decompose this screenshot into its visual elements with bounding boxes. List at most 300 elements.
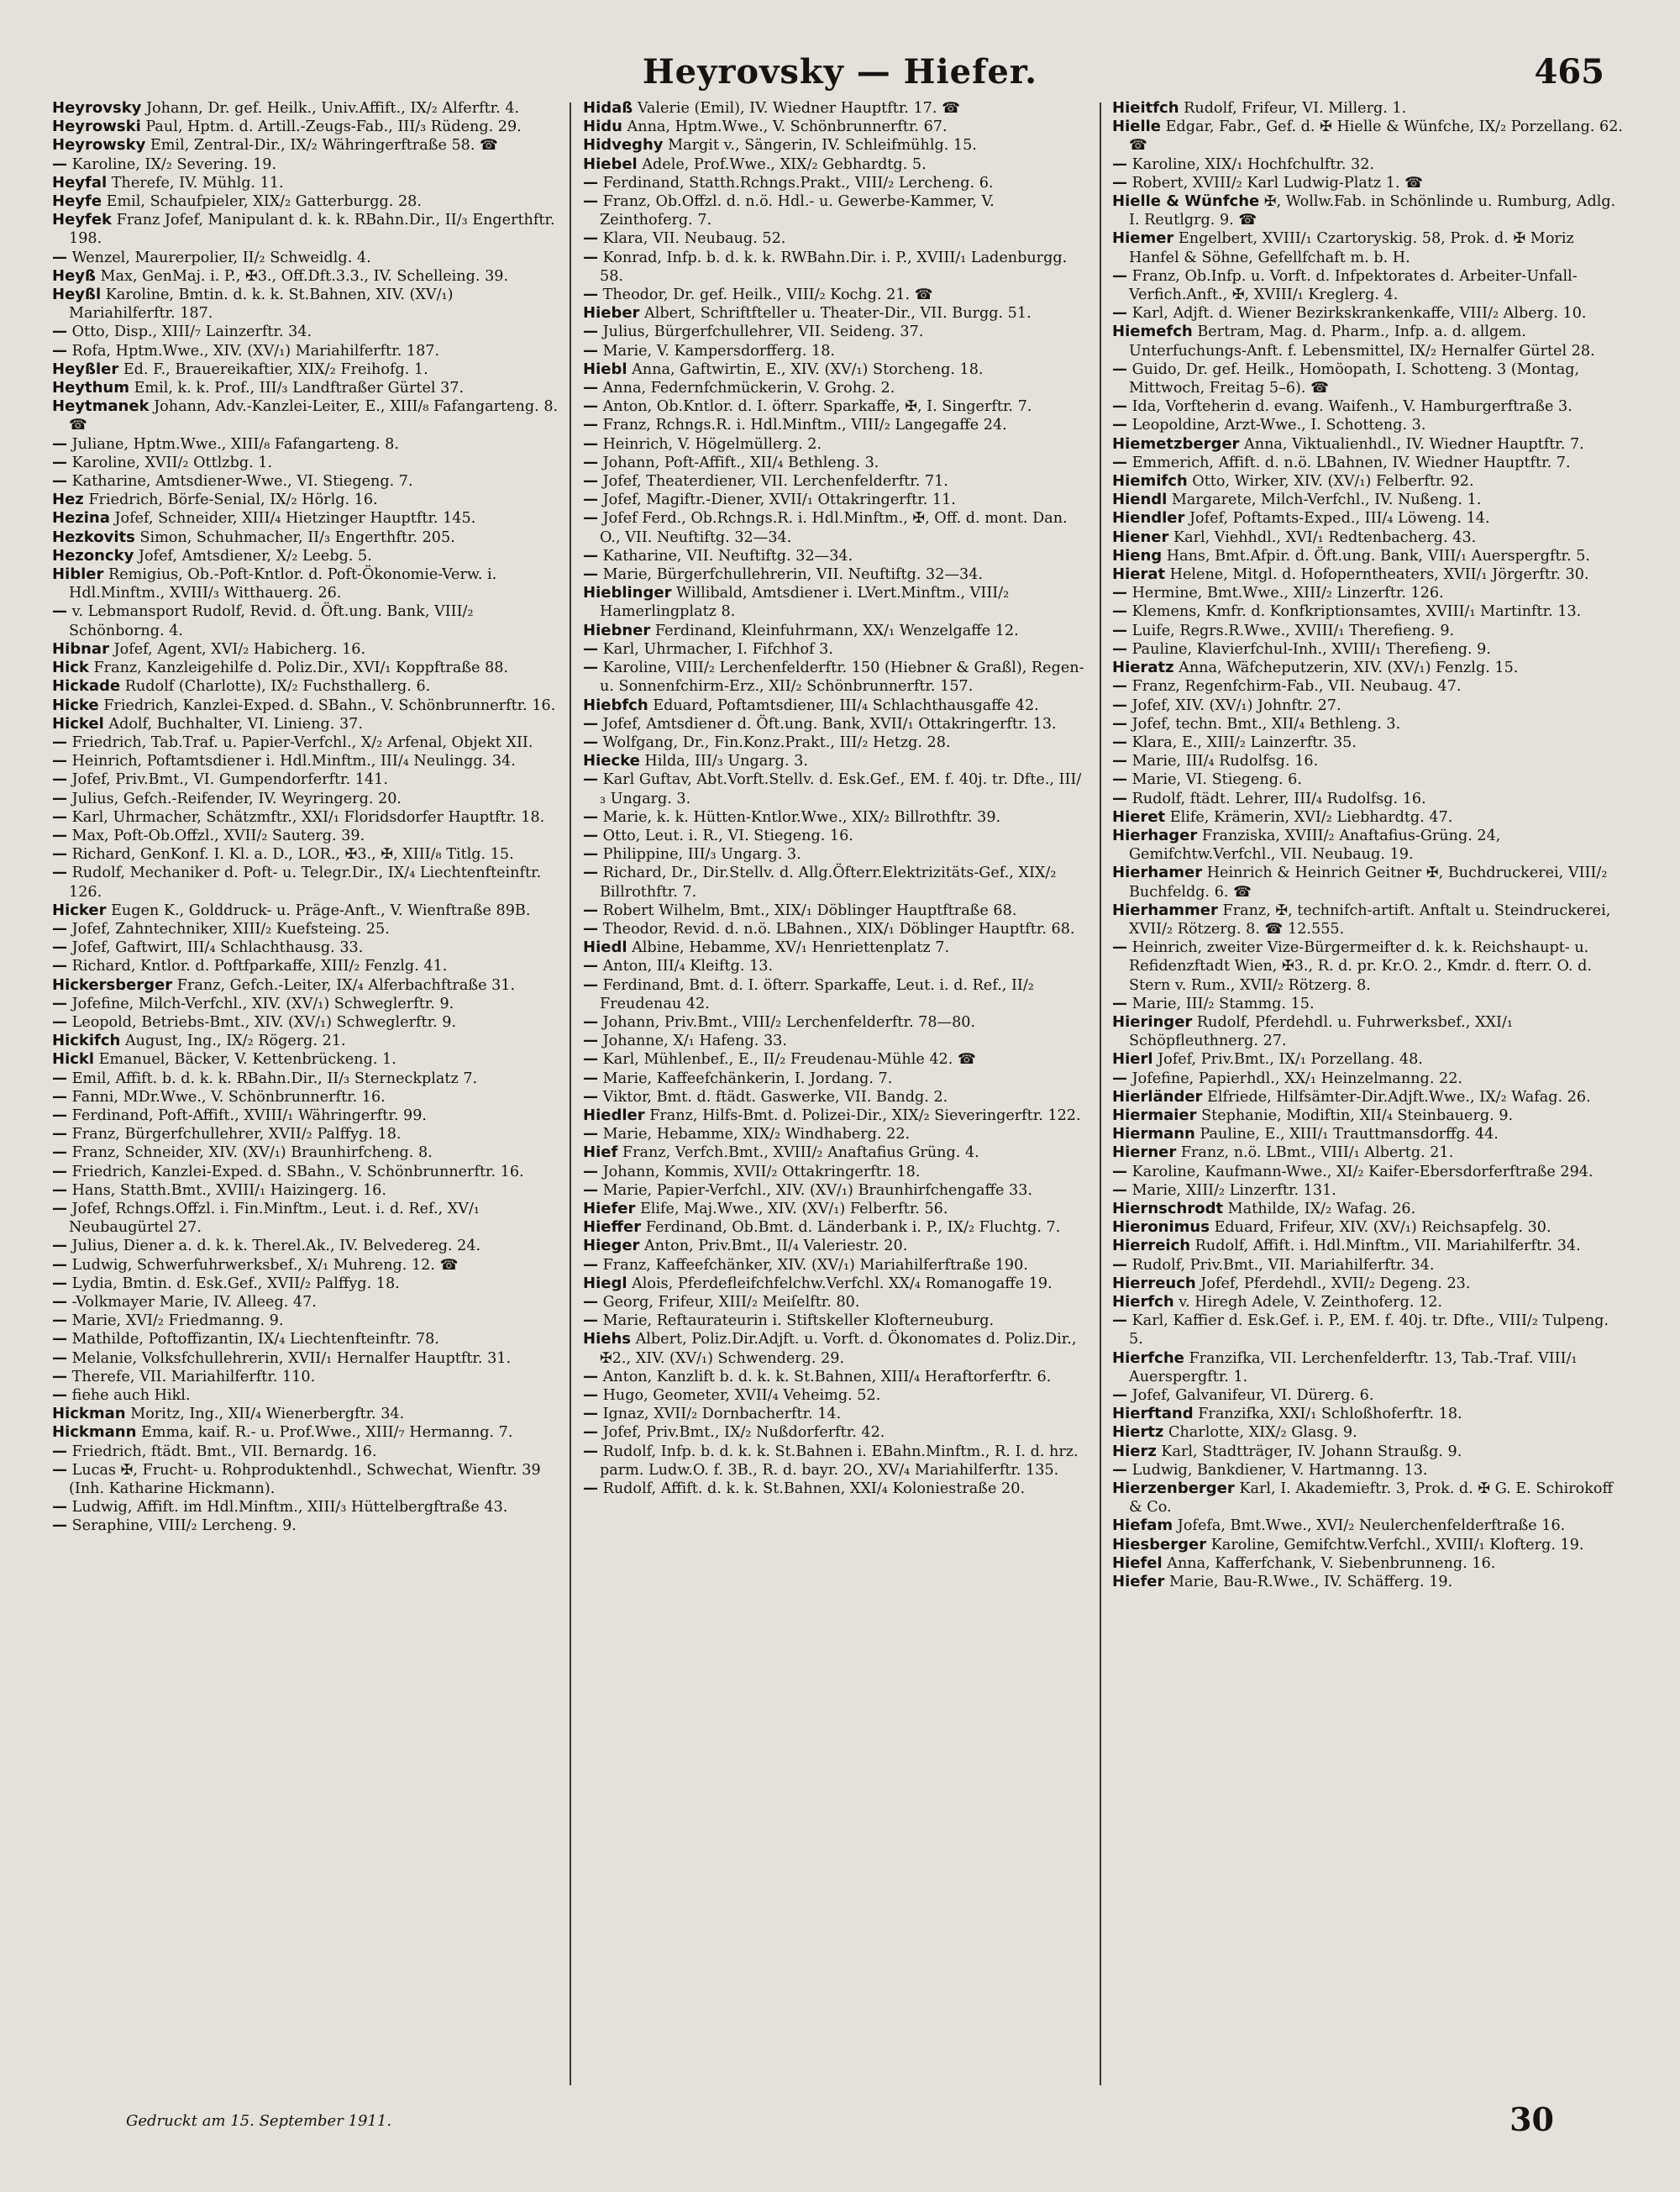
entry-details: Willibald, Amtsdiener i. LVert.Minftm., VIII/₂ Hamerlingplatz 8.: [600, 585, 1010, 621]
entry-details: Seraphine, VIII/₂ Lercheng. 9.: [71, 1517, 297, 1535]
entry-surname: —: [1112, 752, 1127, 770]
entry-details: Hilda, III/₃ Ungarg. 3.: [644, 753, 808, 770]
directory-entry: [52, 1312, 559, 1330]
directory-entry: [583, 1163, 1087, 1181]
directory-entry: [52, 602, 559, 639]
entry-surname: —: [1112, 584, 1127, 602]
entry-details: Edgar, Fabr., Gef. d. ✠ Hielle & Wünfche, IX/₂ Porzellang. 62. ☎: [1129, 118, 1624, 155]
entry-details: Philippine, III/₃ Ungarg. 3.: [602, 846, 801, 864]
directory-entry: [1112, 323, 1626, 360]
directory-entry: [52, 770, 559, 789]
entry-details: Franz, Kaffeefchänker, XIV. (XV/₁) Mariahilferftraße 190.: [602, 1256, 1028, 1274]
entry-surname: Hickersberger: [52, 975, 173, 994]
entry-surname: —: [583, 864, 598, 882]
directory-entry: [52, 1032, 559, 1050]
entry-surname: —: [1112, 1162, 1127, 1180]
entry-details: Klemens, Kmfr. d. Konfkriptionsamtes, XVIII/₁ Martinftr. 13.: [1131, 603, 1582, 621]
directory-entry: [1112, 733, 1626, 752]
directory-entry: [583, 1013, 1087, 1032]
directory-entry: [583, 1386, 1087, 1405]
directory-entry: [52, 1386, 559, 1405]
directory-entry: [583, 1181, 1087, 1200]
entry-details: Jofef, Agent, XVI/₂ Habicherg. 16.: [113, 640, 366, 658]
entry-surname: —: [52, 248, 67, 266]
entry-surname: —: [52, 1348, 67, 1367]
directory-entry: [1112, 1349, 1626, 1386]
directory-entry: [52, 733, 559, 752]
entry-surname: —: [583, 1162, 598, 1180]
directory-entry: [52, 211, 559, 248]
entry-details: Franz Jofef, Manipulant d. k. k. RBahn.Dir., II/₃ Engerthftr. 198.: [69, 212, 555, 248]
directory-entry: [52, 547, 559, 565]
entry-details: v. Hiregh Adele, V. Zeinthoferg. 12.: [1179, 1294, 1443, 1311]
entry-surname: Hielle: [1112, 118, 1161, 136]
entry-surname: Hierreuch: [1112, 1274, 1196, 1292]
directory-entry: [52, 565, 559, 602]
directory-entry: [1112, 659, 1626, 677]
page-footer: [0, 2100, 1680, 2151]
entry-surname: —: [1112, 416, 1127, 434]
directory-entry: [583, 1330, 1087, 1367]
directory-entry: [52, 696, 559, 715]
directory-entry: [583, 938, 1087, 957]
entry-details: Ferdinand, Kleinfuhrmann, XX/₁ Wenzelgaffe 12.: [654, 622, 1019, 639]
directory-entry: [1112, 1256, 1626, 1275]
entry-details: Marie, XVI/₂ Friedmanng. 9.: [71, 1312, 284, 1330]
entry-details: Karoline, Gemifchtw.Verfchl., XVIII/₁ Klofterg. 19.: [1210, 1536, 1584, 1553]
entry-details: Karl, Viehhdl., XVI/₁ Redtenbacherg. 43.: [1173, 528, 1477, 546]
directory-entry: [1112, 397, 1626, 416]
directory-entry: [1112, 622, 1626, 640]
entry-details: Jofef, Galvanifeur, VI. Dürerg. 6.: [1131, 1387, 1374, 1405]
entry-details: Friedrich, ftädt. Bmt., VII. Bernardg. 16.: [71, 1443, 377, 1460]
entry-details: Friedrich, Börfe-Senial, IX/₂ Hörlg. 16.: [88, 491, 378, 509]
entry-surname: —: [52, 752, 67, 770]
directory-entry: [1112, 155, 1626, 174]
directory-entry: [583, 155, 1087, 174]
directory-entry: [583, 770, 1087, 807]
entry-surname: Hief: [583, 1143, 618, 1162]
entry-surname: —: [52, 994, 67, 1012]
entry-details: Ferdinand, Poft-Affift., XVIII/₁ Währingerftr. 99.: [71, 1107, 427, 1124]
entry-details: Anna, Gaftwirtin, E., XIV. (XV/₁) Storcheng. 18.: [632, 360, 984, 378]
entry-surname: Hidu: [583, 118, 622, 136]
entry-details: Jofefine, Milch-Verfchl., XIV. (XV/₁) Schweglerftr. 9.: [71, 995, 454, 1012]
entry-details: Max, GenMaj. i. P., ✠3., Off.Dft.3.3., IV. Schelleing. 39.: [100, 267, 509, 285]
entry-surname: Hibler: [52, 565, 104, 584]
directory-entry: [583, 622, 1087, 640]
entry-details: Max, Poft-Ob.Offzl., XVII/₂ Sauterg. 39.: [71, 827, 365, 844]
entry-surname: —: [52, 1125, 67, 1143]
entry-surname: —: [52, 807, 67, 826]
directory-entry: [52, 1423, 559, 1442]
directory-entry: [52, 192, 559, 211]
entry-surname: Hieronimus: [1112, 1218, 1210, 1237]
directory-entry: [1112, 1013, 1626, 1050]
entry-details: Emil, k. k. Prof., III/₃ Landftraßer Gürtel 37.: [134, 380, 465, 397]
directory-entry: [52, 472, 559, 491]
entry-details: Katharine, VII. Neuftiftg. 32—34.: [602, 547, 853, 565]
entry-details: Albert, Poliz.Dir.Adjft. u. Vorft. d. Ökonomates d. Poliz.Dir., ✠2., XIV. (XV/₁) Schwenderg. 29.: [600, 1331, 1077, 1367]
entry-details: Katharine, Amtsdiener-Wwe., VI. Stiegeng. 7.: [71, 473, 413, 491]
entry-details: Franz, Ob.Infp. u. Vorft. d. Infpektorates d. Arbeiter-Unfall-Verfich.Anft., ✠, XVIII/₁ Kreglerg. 4.: [1129, 267, 1578, 304]
entry-surname: —: [52, 957, 67, 975]
entry-surname: Hickmann: [52, 1423, 137, 1442]
entry-details: ✠, Wollw.Fab. in Schönlinde u. Rumburg, Adlg. I. Reutlgrg. 9. ☎: [1129, 193, 1616, 229]
entry-details: Therefe, IV. Mühlg. 11.: [111, 174, 284, 192]
directory-entry: [52, 286, 559, 323]
directory-entry: [583, 416, 1087, 434]
directory-entry: [1112, 528, 1626, 547]
entry-details: -Volkmayer Marie, IV. Alleeg. 47.: [71, 1294, 317, 1311]
entry-surname: Hierz: [1112, 1442, 1157, 1460]
directory-entry: [583, 827, 1087, 845]
entry-surname: —: [52, 1293, 67, 1311]
entry-details: Otto, Disp., XIII/₇ Lainzerftr. 34.: [71, 323, 312, 341]
entry-details: Rudolf, Infp. b. d. k. k. St.Bahnen i. EBahn.Minftm., R. I. d. hrz. parm. Ludw.O. f. 3B., R. d. bayr. 2O., XV/₄ Mariahilferftr. 135.: [600, 1443, 1079, 1479]
entry-details: Johann, Adv.-Kanzlei-Leiter, E., XIII/₈ Fafangarteng. 8. ☎: [69, 398, 559, 434]
entry-surname: Hezoncky: [52, 546, 134, 565]
directory-entry: [583, 715, 1087, 733]
entry-details: Rudolf, Priv.Bmt., VII. Mariahilferftr. 34.: [1131, 1256, 1435, 1274]
entry-surname: Heyß: [52, 266, 96, 285]
entry-details: Anna, Viktualienhdl., IV. Wiedner Hauptftr. 7.: [1244, 435, 1584, 453]
directory-entry: [1112, 229, 1626, 266]
entry-surname: —: [1112, 304, 1127, 323]
entry-details: Karoline, VIII/₂ Lerchenfelderftr. 150 (Hiebner & Graßl), Regen- u. Sonnenfchirm-Erz., XII/₂ Schönbrunnerftr. 157.: [600, 660, 1084, 696]
directory-entry: [52, 659, 559, 677]
entry-surname: —: [1112, 1312, 1127, 1330]
entry-details: Robert Wilhelm, Bmt., XIX/₁ Döblinger Hauptftraße 68.: [602, 902, 1017, 919]
entry-surname: —: [1112, 1180, 1127, 1199]
entry-details: Johann, Poft-Affift., XII/₄ Bethleng. 3.: [602, 454, 879, 471]
entry-details: August, Ing., IX/₂ Rögerg. 21.: [124, 1033, 346, 1050]
entry-surname: Hickl: [52, 1050, 95, 1069]
entry-surname: —: [583, 957, 598, 975]
entry-surname: —: [583, 1087, 598, 1106]
entry-surname: —: [52, 341, 67, 360]
entry-surname: —: [1112, 994, 1127, 1012]
directory-entry: [1112, 1163, 1626, 1181]
directory-entry: [583, 902, 1087, 920]
entry-surname: —: [52, 789, 67, 807]
directory-entry: [52, 249, 559, 267]
directory-entry: [1112, 938, 1626, 995]
directory-entry: [1112, 118, 1626, 155]
entry-surname: —: [583, 714, 598, 733]
entry-details: Ludwig, Schwerfuhrwerksbef., X/₁ Muhreng. 12. ☎: [71, 1256, 459, 1274]
directory-entry: [52, 342, 559, 360]
directory-entry: [52, 1107, 559, 1125]
entry-details: Margarete, Milch-Verfchl., IV. Nußeng. 1.: [1171, 491, 1482, 509]
entry-details: Elfriede, Hilfsämter-Dir.Adjft.Wwe., IX/₂ Wafag. 26.: [1207, 1088, 1591, 1106]
entry-details: Bertram, Mag. d. Pharm., Infp. a. d. allgem. Unterfuchungs-Anft. f. Lebensmittel, IX/₂ Hernalfer Gürtel 28.: [1129, 323, 1595, 360]
entry-details: Emmerich, Affift. d. n.ö. LBahnen, IV. Wiedner Hauptftr. 7.: [1131, 454, 1571, 471]
entry-surname: —: [1112, 938, 1127, 957]
entry-surname: —: [52, 770, 67, 789]
directory-entry: [1112, 1573, 1626, 1591]
entry-details: Marie, III/₄ Rudolfsg. 16.: [1131, 753, 1319, 770]
directory-entry: [1112, 1050, 1626, 1069]
entry-surname: Heyßler: [52, 360, 119, 378]
entry-surname: —: [583, 1032, 598, 1050]
entry-details: Albert, Schriftfteller u. Theater-Dir., VII. Burgg. 51.: [644, 305, 1032, 323]
directory-entry: [583, 472, 1087, 491]
entry-surname: —: [1112, 621, 1127, 639]
directory-entry: [1112, 1275, 1626, 1293]
entry-surname: —: [52, 826, 67, 844]
entry-details: Jofef, Pferdehdl., XVII/₂ Degeng. 23.: [1200, 1275, 1471, 1292]
entry-details: Anton, Priv.Bmt., II/₄ Valeriestr. 20.: [644, 1238, 908, 1255]
entry-surname: —: [583, 1442, 598, 1460]
entry-details: Jofefa, Bmt.Wwe., XVI/₂ Neulerchenfelderftraße 16.: [1177, 1517, 1566, 1535]
directory-entry: [52, 1200, 559, 1237]
entry-details: Stephanie, Modiftin, XII/₄ Steinbauerg. 9.: [1201, 1107, 1514, 1124]
running-head-title: Heyrovsky — Hiefer.: [642, 52, 1038, 92]
entry-details: Julius, Gefch.-Reifender, IV. Weyringerg. 20.: [71, 790, 402, 807]
entry-details: Melanie, Volksfchullehrerin, XVII/₁ Hernalfer Hauptftr. 31.: [71, 1349, 512, 1367]
entry-details: Franz, Gefch.-Leiter, IX/₄ Alferbachftraße 31.: [176, 976, 516, 994]
entry-surname: Hibnar: [52, 639, 109, 658]
directory-entry: [1112, 640, 1626, 659]
entry-surname: —: [1112, 770, 1127, 789]
entry-surname: Hidaß: [583, 99, 633, 117]
entry-details: Marie, VI. Stiegeng. 6.: [1131, 771, 1302, 789]
entry-surname: —: [52, 1460, 67, 1479]
entry-surname: —: [52, 1255, 67, 1274]
directory-entry: [52, 845, 559, 864]
entry-surname: Heyfek: [52, 211, 113, 229]
entry-surname: —: [1112, 453, 1127, 471]
entry-surname: Hierländer: [1112, 1087, 1203, 1106]
entry-details: Lucas ✠, Frucht- u. Rohproduktenhdl., Schwechat, Wienftr. 39 (Inh. Katharine Hickmann).: [69, 1461, 541, 1498]
directory-entry: [1112, 827, 1626, 864]
entry-surname: Hickifch: [52, 1032, 121, 1050]
entry-surname: —: [1112, 1386, 1127, 1405]
entry-details: Marie, Papier-Verfchl., XIV. (XV/₁) Braunhirfchengaffe 33.: [602, 1181, 1033, 1199]
entry-surname: —: [583, 323, 598, 341]
directory-entry: [583, 509, 1087, 546]
entry-surname: —: [583, 397, 598, 416]
entry-details: Jofef, Poftamts-Exped., III/₄ Löweng. 14.: [1189, 510, 1490, 528]
directory-entry: [583, 192, 1087, 229]
entry-details: Marie, Bau-R.Wwe., IV. Schäfferg. 19.: [1168, 1574, 1453, 1591]
entry-surname: —: [583, 901, 598, 919]
directory-entry: [52, 155, 559, 174]
entry-details: Friedrich, Kanzlei-Exped. d. SBahn., V. Schönbrunnerftr. 16.: [71, 1163, 524, 1180]
entry-details: Johanne, X/₁ Hafeng. 33.: [602, 1033, 787, 1050]
directory-entry: [583, 1143, 1087, 1162]
directory-entry: [52, 1293, 559, 1312]
entry-surname: —: [1112, 639, 1127, 658]
directory-entry: [1112, 1536, 1626, 1554]
entry-details: Richard, GenKonf. I. Kl. a. D., LOR., ✠3., ✠, XIII/₈ Titlg. 15.: [71, 846, 514, 864]
entry-details: Jofef, Priv.Bmt., IX/₁ Porzellang. 48.: [1158, 1051, 1423, 1069]
entry-surname: —: [1112, 789, 1127, 807]
directory-entry: [52, 1368, 559, 1386]
entry-details: Pauline, Klavierfchul-Inh., XVIII/₁ Therefieng. 9.: [1131, 640, 1491, 658]
entry-surname: Hezina: [52, 509, 110, 528]
directory-entry: [583, 1256, 1087, 1275]
entry-details: Eugen K., Golddruck- u. Präge-Anft., V. Wienftraße 89B.: [111, 902, 531, 919]
directory-entry: [1112, 995, 1626, 1013]
entry-details: Karl, I. Akademieftr. 3, Prok. d. ✠ G. E. Schirokoff & Co.: [1129, 1480, 1613, 1517]
entry-surname: Hiemer: [1112, 229, 1174, 248]
entry-details: Anton, Kanzlift b. d. k. k. St.Bahnen, XIII/₄ Heraftorferftr. 6.: [602, 1368, 1052, 1385]
directory-entry: [52, 397, 559, 434]
entry-details: Johann, Dr. gef. Heilk., Univ.Affift., IX/₂ Alferftr. 4.: [146, 100, 520, 117]
entry-details: Marie, Bürgerfchullehrerin, VII. Neuftiftg. 32—34.: [602, 566, 984, 584]
entry-surname: —: [1112, 733, 1127, 751]
entry-details: Elife, Krämerin, XVI/₂ Liebhardtg. 47.: [1169, 808, 1453, 826]
entry-details: Wenzel, Maurerpolier, II/₂ Schweidlg. 4.: [71, 249, 371, 266]
entry-surname: —: [583, 807, 598, 826]
entry-surname: Hieitfch: [1112, 99, 1179, 117]
directory-entry: [1112, 1423, 1626, 1442]
entry-surname: —: [52, 1330, 67, 1348]
directory-entry: [1112, 696, 1626, 715]
entry-details: Anna, Wäfcheputzerin, XIV. (XV/₁) Fenzlg. 15.: [1179, 660, 1519, 677]
entry-surname: —: [1112, 1255, 1127, 1274]
directory-entry: [583, 342, 1087, 360]
entry-details: Fanni, MDr.Wwe., V. Schönbrunnerftr. 16.: [71, 1088, 386, 1106]
directory-entry: [1112, 602, 1626, 621]
directory-entry: [583, 229, 1087, 248]
entry-surname: —: [583, 434, 598, 453]
entry-details: Marie, III/₂ Stammg. 15.: [1131, 995, 1315, 1012]
entry-surname: Hick: [52, 659, 89, 677]
entry-surname: —: [583, 826, 598, 844]
entry-surname: —: [583, 453, 598, 471]
directory-entry: [52, 435, 559, 454]
entry-details: Rudolf, Frifeur, VI. Millerg. 1.: [1184, 100, 1407, 117]
entry-surname: Hierhamer: [1112, 864, 1203, 882]
entry-details: Marie, Hebamme, XIX/₂ Windhaberg. 22.: [602, 1126, 911, 1143]
entry-surname: —: [52, 1069, 67, 1087]
directory-entry: [1112, 435, 1626, 454]
entry-surname: —: [1112, 602, 1127, 621]
entry-surname: Hieratz: [1112, 659, 1174, 677]
entry-details: Valerie (Emil), IV. Wiedner Hauptftr. 17. ☎: [637, 100, 960, 117]
directory-entry: [52, 1443, 559, 1461]
entry-surname: —: [583, 1255, 598, 1274]
entry-surname: —: [1112, 397, 1127, 416]
directory-entry: [583, 304, 1087, 323]
entry-details: Richard, Kntlor. d. Poftfparkaffe, XIII/₂ Fenzlg. 41.: [71, 958, 448, 975]
directory-entry: [583, 864, 1087, 901]
directory-entry: [1112, 677, 1626, 696]
directory-entry: [583, 752, 1087, 770]
directory-entry: [52, 1125, 559, 1143]
entry-surname: Hiefel: [1112, 1553, 1163, 1572]
entry-details: Klara, E., XIII/₂ Lainzerftr. 35.: [1131, 733, 1357, 751]
directory-entry: [583, 435, 1087, 454]
entry-surname: —: [583, 1480, 598, 1498]
entry-surname: Hiedl: [583, 938, 627, 957]
entry-surname: —: [52, 845, 67, 864]
entry-surname: —: [52, 1087, 67, 1106]
entry-surname: —: [583, 975, 598, 994]
entry-details: Jofef, Rchngs.Offzl. i. Fin.Minftm., Leut. i. d. Ref., XV/₁ Neubaugürtel 27.: [69, 1200, 480, 1237]
entry-surname: —: [52, 434, 67, 453]
entry-details: Franz, n.ö. LBmt., VIII/₁ Albertg. 21.: [1180, 1144, 1454, 1162]
entry-details: Anna, Federnfchmückerin, V. Grohg. 2.: [602, 380, 895, 397]
entry-details: Emil, Affift. b. d. k. k. RBahn.Dir., II/₃ Sterneckplatz 7.: [71, 1070, 478, 1087]
entry-surname: —: [583, 546, 598, 565]
directory-entry: [1112, 416, 1626, 434]
directory-entry: [583, 957, 1087, 975]
entry-details: Franz, Verfch.Bmt., XVIII/₂ Anaftafius Grüng. 4.: [622, 1144, 979, 1162]
entry-details: Mathilde, Poftoffizantin, IX/₄ Liechtenfteinftr. 78.: [71, 1331, 439, 1348]
entry-details: Jofef, Priv.Bmt., VI. Gumpendorferftr. 141.: [71, 771, 388, 789]
directory-entry: [52, 509, 559, 528]
directory-entry: [52, 1088, 559, 1107]
directory-entry: [1112, 1143, 1626, 1162]
entry-surname: Hiebel: [583, 155, 638, 173]
entry-details: Adele, Prof.Wwe., XIX/₂ Gebhardtg. 5.: [642, 155, 927, 173]
directory-entry: [52, 938, 559, 957]
entry-surname: Hidveghy: [583, 136, 664, 155]
entry-details: Marie, V. Kampersdorfferg. 18.: [602, 342, 835, 360]
entry-surname: Hiecke: [583, 752, 640, 770]
entry-details: Marie, k. k. Hütten-Kntlor.Wwe., XIX/₂ Billrothftr. 39.: [602, 808, 1001, 826]
entry-surname: Hieringer: [1112, 1012, 1193, 1031]
directory-entry: [52, 1237, 559, 1255]
entry-surname: Hierl: [1112, 1050, 1153, 1069]
entry-surname: Heyßl: [52, 286, 102, 304]
directory-entry: [52, 902, 559, 920]
directory-entry: [52, 267, 559, 286]
entry-details: Leopold, Betriebs-Bmt., XIV. (XV/₁) Schweglerftr. 9.: [71, 1013, 457, 1031]
entry-surname: —: [583, 248, 598, 266]
entry-surname: Hez: [52, 491, 84, 509]
directory-entry: [583, 640, 1087, 659]
entry-surname: —: [1112, 173, 1127, 192]
directory-entry: [52, 360, 559, 379]
entry-surname: —: [583, 919, 598, 938]
entry-details: Rudolf, Affift. d. k. k. St.Bahnen, XXI/₄ Koloniestraße 20.: [602, 1480, 1026, 1498]
entry-surname: —: [583, 845, 598, 864]
directory-entry: [583, 1237, 1087, 1255]
directory-entry: [583, 1107, 1087, 1125]
entry-details: Eduard, Poftamtsdiener, III/₄ Schlachthausgaffe 42.: [653, 696, 1039, 714]
column-1: [52, 99, 559, 2090]
entry-details: Jofef, Gaftwirt, III/₄ Schlachthausg. 33.: [71, 939, 364, 957]
entry-details: Theodor, Dr. gef. Heilk., VIII/₂ Kochg. 21. ☎: [602, 286, 933, 304]
entry-details: Helene, Mitgl. d. Hofoperntheaters, XVII/₁ Jörgerftr. 30.: [1169, 566, 1589, 584]
entry-surname: —: [583, 341, 598, 360]
entry-details: Alois, Pferdefleifchfelchw.Verfchl. XX/₄ Romanogaffe 19.: [632, 1275, 1053, 1292]
entry-details: Karoline, XVII/₂ Ottlzbg. 1.: [71, 454, 273, 471]
entry-details: Hugo, Geometer, XVII/₄ Veheimg. 52.: [602, 1387, 881, 1405]
entry-details: Jofef Ferd., Ob.Rchngs.R. i. Hdl.Minftm., ✠, Off. d. mont. Dan. O., VII. Neuftiftg. 32—34.: [600, 510, 1068, 546]
entry-details: Konrad, Infp. b. d. k. k. RWBahn.Dir. i. P., XVIII/₁ Ladenburgg. 58.: [600, 249, 1068, 285]
directory-entry: [52, 790, 559, 808]
directory-entry: [583, 976, 1087, 1013]
entry-details: Karoline, Kaufmann-Wwe., XI/₂ Kaifer-Ebersdorferftraße 294.: [1131, 1163, 1593, 1180]
directory-entry: [52, 99, 559, 118]
entry-details: Johann, Priv.Bmt., VIII/₂ Lerchenfelderftr. 78—80.: [602, 1013, 976, 1031]
directory-entry: [583, 1070, 1087, 1088]
directory-entry: [583, 659, 1087, 696]
directory-entry: [1112, 491, 1626, 509]
directory-entry: [1112, 864, 1626, 901]
directory-entry: [583, 454, 1087, 472]
directory-entry: [52, 864, 559, 901]
entry-details: Anna, Hptm.Wwe., V. Schönbrunnerftr. 67.: [627, 118, 948, 136]
entry-surname: —: [1112, 696, 1127, 714]
entry-surname: —: [583, 1012, 598, 1031]
